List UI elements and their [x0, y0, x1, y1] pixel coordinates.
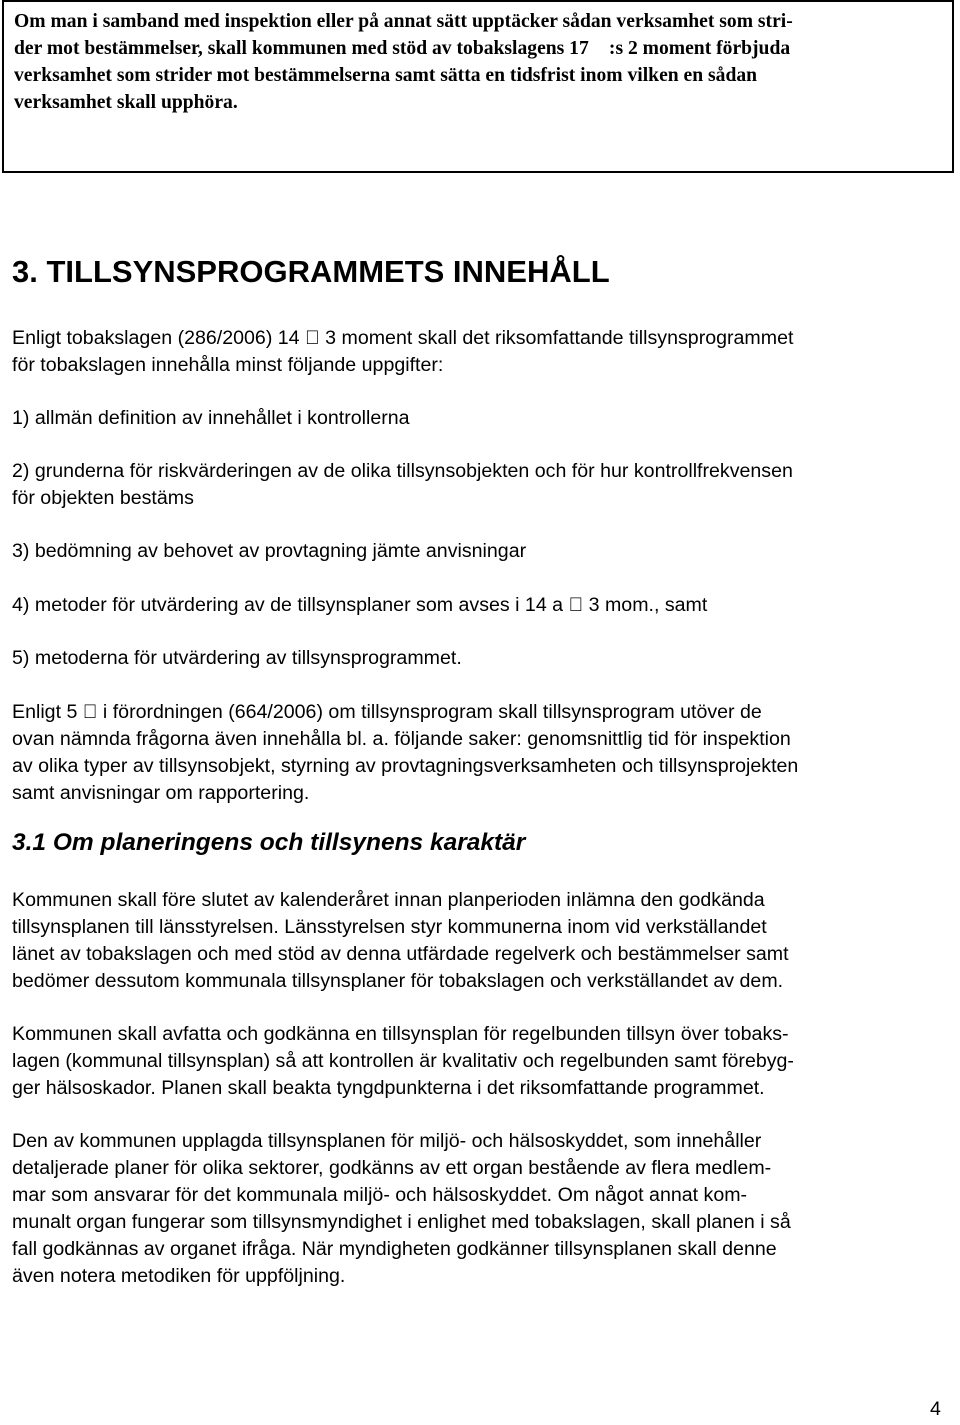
body-paragraph	[12, 1021, 794, 1102]
list-item	[12, 458, 793, 512]
body-line: Den av kommunen upplagda tillsynsplanen för miljö- och hälsoskyddet, som innehåller	[12, 1130, 762, 1152]
section-heading: 3. TILLSYNSPROGRAMMETS INNEHÅLL	[12, 254, 610, 289]
body-line: Kommunen skall före slutet av kalenderåret innan planperioden inlämna den godkända	[12, 889, 765, 911]
regulation-line: av olika typer av tillsynsobjekt, styrning av provtagningsverksamheten och tillsynsprojekten	[12, 755, 799, 777]
notice-box	[2, 0, 954, 173]
notice-line: verksamhet skall upphöra.	[14, 92, 238, 113]
intro-line: Enligt tobakslagen (286/2006) 14 3 moment skall det riksomfattande tillsynsprogrammet	[12, 327, 774, 349]
body-line: även notera metodiken för uppföljning.	[12, 1265, 346, 1287]
regulation-line: Enligt 5 i förordningen (664/2006) om tillsynsprogram skall tillsynsprogram utöver de	[12, 701, 742, 723]
list-item-line: 5) metoderna för utvärdering av tillsynsprogrammet.	[12, 647, 462, 669]
intro-line: för tobakslagen innehålla minst följande uppgifter:	[12, 354, 444, 376]
list-item	[12, 645, 462, 672]
regulation-paragraph	[12, 699, 798, 807]
list-item	[12, 538, 526, 565]
notice-line: verksamhet som strider mot bestämmelserna samt sätta en tidsfrist inom vilken en sådan	[14, 65, 758, 86]
body-line: fall godkännas av organet ifråga. När myndigheten godkänner tillsynsplanen skall denne	[12, 1238, 777, 1260]
list-item-line: 3) bedömning av behovet av provtagning jämte anvisningar	[12, 540, 527, 562]
list-item-line: 1) allmän definition av innehållet i kontrollerna	[12, 407, 410, 429]
body-line: Kommunen skall avfatta och godkänna en tillsynsplan för regelbunden tillsyn över tobaks-	[12, 1023, 789, 1045]
subsection-heading: 3.1 Om planeringens och tillsynens karaktär	[12, 829, 526, 856]
regulation-line: ovan nämnda frågorna även innehålla bl. a. följande saker: genomsnittlig tid för inspektion	[12, 728, 791, 750]
intro-paragraph	[12, 325, 793, 379]
body-line: lagen (kommunal tillsynsplan) så att kontrollen är kvalitativ och regelbunden samt förebyg-	[12, 1050, 794, 1072]
list-item-line: 4) metoder för utvärdering av de tillsynsplaner som avses i 14 a 3 mom., samt	[12, 594, 688, 616]
body-line: mar som ansvarar för det kommunala miljö- och hälsoskyddet. Om något annat kom-	[12, 1184, 748, 1206]
body-paragraph	[12, 1128, 791, 1290]
body-line: ger hälsoskador. Planen skall beakta tyngdpunkterna i det riksomfattande programmet.	[12, 1077, 765, 1099]
body-line: länet av tobakslagen och med stöd av denna utfärdade regelverk och bestämmelser samt	[12, 943, 789, 965]
regulation-line: samt anvisningar om rapportering.	[12, 782, 310, 804]
list-item-line: för objekten bestäms	[12, 487, 194, 509]
page-number: 4	[930, 1398, 941, 1420]
list-item-line: 2) grunderna för riskvärderingen av de olika tillsynsobjekten och för hur kontrollfrekvensen	[12, 460, 793, 482]
body-line: detaljerade planer för olika sektorer, godkänns av ett organ bestående av flera medlem-	[12, 1157, 772, 1179]
list-item	[12, 592, 707, 619]
list-item	[12, 405, 410, 432]
notice-line: der mot bestämmelser, skall kommunen med stöd av tobakslagens 17 :s 2 moment förbjuda	[14, 38, 775, 59]
body-paragraph	[12, 887, 789, 995]
body-line: bedömer dessutom kommunala tillsynsplaner för tobakslagen och verkställandet av dem.	[12, 970, 784, 992]
body-line: munalt organ fungerar som tillsynsmyndighet i enlighet med tobakslagen, skall planen i så	[12, 1211, 791, 1233]
body-line: tillsynsplanen till länsstyrelsen. Länsstyrelsen styr kommunerna inom vid verkställandet	[12, 916, 767, 938]
notice-line: Om man i samband med inspektion eller på annat sätt upptäcker sådan verksamhet som stri-	[14, 11, 793, 32]
